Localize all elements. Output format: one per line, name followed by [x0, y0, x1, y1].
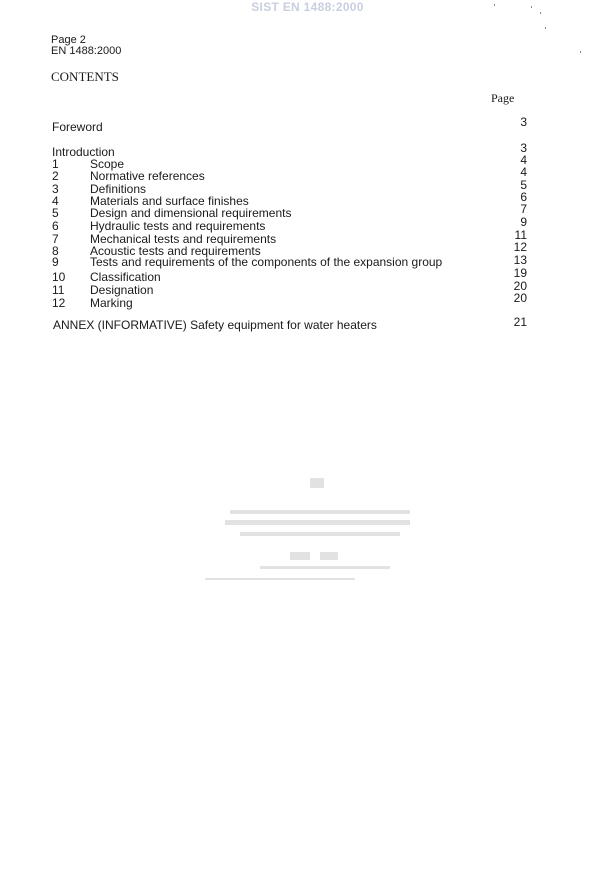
toc-section-title: Tests and requirements of the components of the expansion group	[90, 255, 443, 269]
toc-section-number: 3	[52, 182, 59, 196]
toc-section-title: Hydraulic tests and requirements	[90, 219, 266, 233]
scan-speck	[545, 27, 546, 29]
toc-section-title: Designation	[90, 283, 154, 297]
toc-section-number: 7	[52, 232, 59, 246]
toc-section-number: 6	[52, 219, 59, 233]
toc-introduction-page: 3	[520, 141, 527, 155]
toc-section-page: 6	[520, 190, 527, 204]
toc-section-title: Materials and surface finishes	[90, 194, 249, 208]
page-number-header: Page 2	[51, 34, 86, 46]
toc-section-page: 11	[514, 228, 527, 242]
toc-section-title: Acoustic tests and requirements	[90, 244, 261, 258]
scan-speck	[494, 4, 495, 6]
scan-speck	[531, 6, 532, 8]
toc-section-page: 19	[513, 266, 527, 280]
contents-title: CONTENTS	[51, 69, 119, 84]
toc-section-number: 2	[52, 169, 59, 183]
toc-foreword-page: 3	[520, 115, 527, 129]
toc-section-page: 20	[513, 279, 527, 293]
toc-section-title: Mechanical tests and requirements	[90, 232, 277, 246]
toc-foreword: Foreword	[52, 120, 103, 134]
page-column-label: Page	[491, 91, 515, 105]
toc-introduction: Introduction	[52, 145, 115, 159]
toc-section-title: Normative references	[90, 169, 205, 183]
toc-section-page: 9	[520, 215, 527, 229]
toc-section-page: 13	[513, 253, 527, 267]
toc-section-number: 1	[52, 157, 59, 171]
scan-speck	[580, 51, 581, 53]
toc-section-title: Design and dimensional requirements	[90, 206, 292, 220]
toc-section-number: 12	[52, 296, 66, 310]
toc-section-number: 4	[52, 194, 59, 208]
watermark: SIST EN 1488:2000	[251, 0, 364, 14]
toc-section-title: Marking	[90, 296, 133, 310]
toc-section-page: 4	[520, 153, 527, 167]
standard-header: EN 1488:2000	[51, 45, 122, 57]
toc-section-title: Definitions	[90, 182, 147, 196]
faint-show-through-stamp	[200, 470, 430, 590]
toc-section-number: 11	[52, 283, 65, 297]
scan-speck	[540, 12, 541, 14]
toc-section-page: 7	[520, 202, 527, 216]
toc-section-number: 10	[52, 270, 66, 284]
toc-section-page: 5	[520, 178, 527, 192]
toc-section-number: 8	[52, 244, 59, 258]
toc-section-page: 20	[513, 291, 527, 305]
toc-annex-page: 21	[513, 315, 527, 329]
toc-section-title: Scope	[90, 157, 125, 171]
toc-section-title: Classification	[90, 270, 161, 284]
toc-section-number: 9	[52, 255, 59, 269]
toc-section-page: 12	[513, 240, 527, 254]
toc-section-number: 5	[52, 206, 59, 220]
toc-section-page: 4	[520, 165, 527, 179]
toc-annex: ANNEX (INFORMATIVE) Safety equipment for water heaters	[53, 318, 377, 332]
